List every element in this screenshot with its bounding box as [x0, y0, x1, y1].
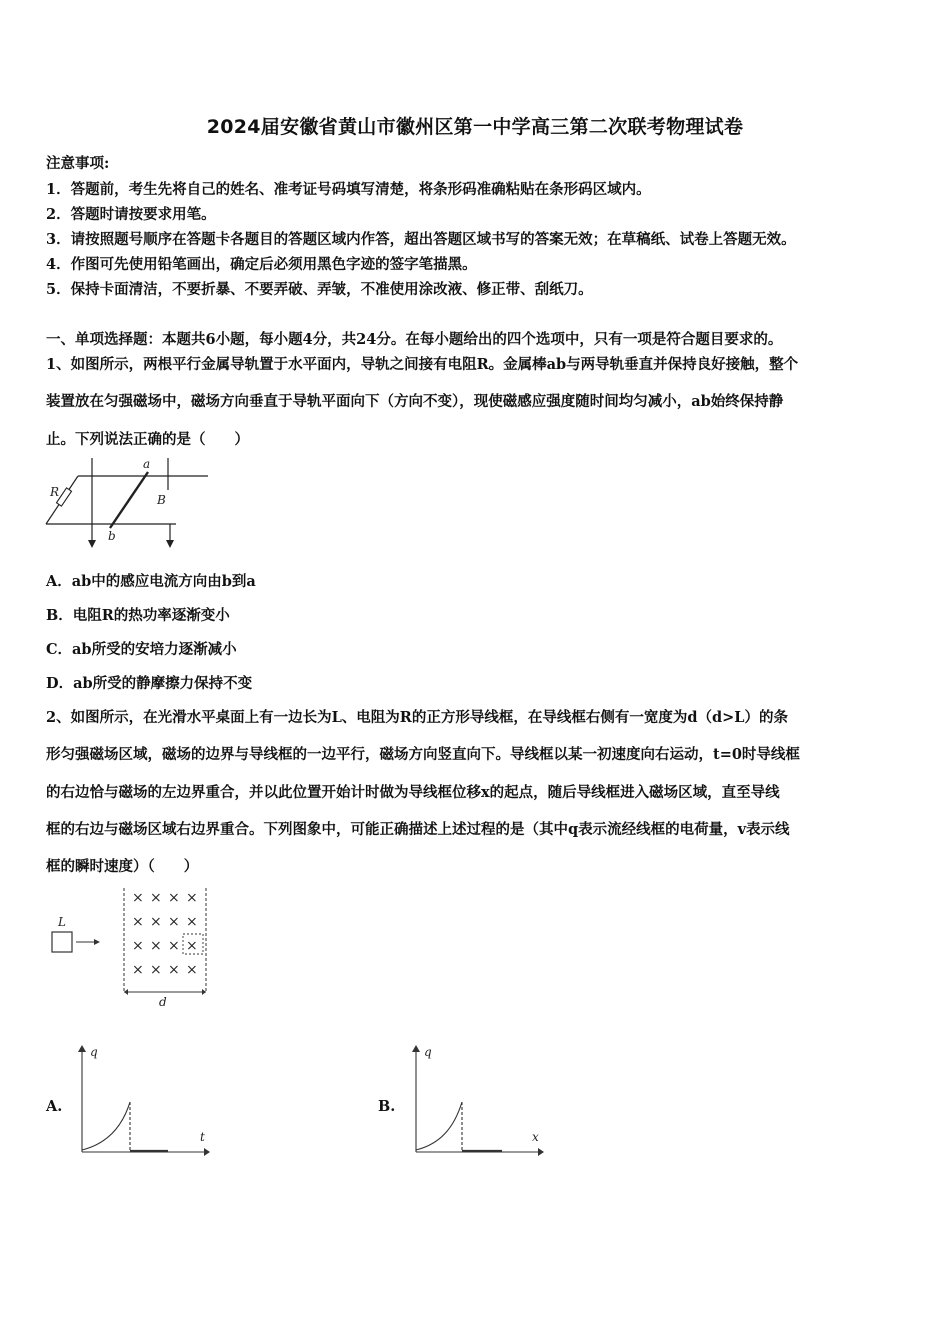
field-cross-icon: × [132, 962, 144, 978]
notice-item-5: 5．保持卡面清洁，不要折暴、不要弄破、弄皱，不准使用涂改液、修正带、刮纸刀。 [46, 281, 593, 298]
field-cross-icon: × [168, 914, 180, 930]
field-cross-icon: × [150, 890, 162, 906]
field-arrow-down-icon [166, 540, 174, 548]
q1-option-d[interactable]: D．ab所受的静摩擦力保持不变 [46, 675, 253, 692]
notice-item-1: 1．答题前，考生先将自己的姓名、准考证号码填写清楚，将条形码准确粘贴在条形码区域内。 [46, 181, 651, 198]
field-cross-icon: × [168, 962, 180, 978]
square-loop [52, 932, 72, 952]
q1-text-line: 1、如图所示，两根平行金属导轨置于水平面内，导轨之间接有电阻R。金属棒ab与两导轨垂直并保持良好接触，整个 [46, 356, 799, 373]
q2-option-b-label[interactable]: B. [378, 1098, 396, 1115]
field-cross-icon: × [150, 938, 162, 954]
q2-text-line: 框的右边与磁场区域右边界重合。下列图象中，可能正确描述上述过程的是（其中q表示流经线框的电荷量，v表示线 [46, 821, 790, 838]
x-axis-arrow-icon [538, 1148, 544, 1156]
field-cross-icon: × [150, 914, 162, 930]
label-L: L [58, 915, 66, 929]
graph-a-ylabel: q [90, 1045, 98, 1059]
q2-graph-a[interactable] [72, 1044, 222, 1160]
q2-text-line: 框的瞬时速度）（ ） [46, 858, 199, 875]
q1-option-b[interactable]: B．电阻R的热功率逐渐变小 [46, 607, 230, 624]
label-d: d [159, 995, 167, 1009]
notice-item-3: 3．请按照题号顺序在答题卡各题目的答题区域内作答，超出答题区域书写的答案无效；在草稿纸、试卷上答题无效。 [46, 231, 796, 248]
label-B: B [157, 493, 166, 507]
field-cross-icon: × [132, 938, 144, 954]
field-cross-icon: × [150, 962, 162, 978]
q2-graph-b[interactable] [406, 1044, 556, 1160]
notice-item-4: 4．作图可先使用铅笔画出，确定后必须用黑色字迹的签字笔描黑。 [46, 256, 477, 273]
label-a: a [143, 457, 151, 471]
section-heading: 一、单项选择题：本题共6小题，每小题4分，共24分。在每小题给出的四个选项中，只有一项是符合题目要求的。 [46, 331, 783, 348]
field-cross-icon: × [186, 938, 198, 954]
graph-a-xlabel: t [200, 1130, 205, 1144]
velocity-arrow-icon [94, 939, 100, 945]
q2-text-line: 形匀强磁场区域，磁场的边界与导线框的一边平行，磁场方向竖直向下。导线框以某一初速度向右运动，t=0时导线框 [46, 746, 800, 763]
notice-item-2: 2．答题时请按要求用笔。 [46, 206, 216, 223]
field-cross-icon: × [186, 914, 198, 930]
notice-heading: 注意事项: [46, 155, 110, 172]
field-cross-icon: × [132, 890, 144, 906]
q2-text-line: 2、如图所示，在光滑水平桌面上有一边长为L、电阻为R的正方形导线框，在导线框右侧有一宽度为d（d>L）的条 [46, 709, 788, 726]
x-axis-arrow-icon [204, 1148, 210, 1156]
graph-b-ylabel: q [424, 1045, 432, 1059]
q1-option-a[interactable]: A．ab中的感应电流方向由b到a [46, 573, 256, 590]
label-b: b [108, 529, 116, 543]
y-axis-arrow-icon [78, 1045, 86, 1052]
q2-text-line: 的右边恰与磁场的左边界重合，并以此位置开始计时做为导线框位移x的起点，随后导线框进入磁场区域，直至导线 [46, 784, 780, 801]
q1-text-line: 装置放在匀强磁场中，磁场方向垂直于导轨平面向下（方向不变），现使磁感应强度随时间均匀减小，ab始终保持静 [46, 393, 784, 410]
graph-b-xlabel: x [532, 1130, 539, 1144]
page-title: 2024届安徽省黄山市徽州区第一中学高三第二次联考物理试卷 [206, 116, 744, 138]
field-cross-icon: × [186, 962, 198, 978]
q1-text-line: 止。下列说法正确的是（ ） [46, 431, 249, 448]
field-cross-icon: × [186, 890, 198, 906]
q1-option-c[interactable]: C．ab所受的安培力逐渐减小 [46, 641, 237, 658]
field-cross-icon: × [132, 914, 144, 930]
q1-rail-figure [40, 452, 220, 552]
q2-field-figure [46, 884, 216, 1010]
y-axis-arrow-icon [412, 1045, 420, 1052]
field-cross-icon: × [168, 890, 180, 906]
field-cross-icon: × [168, 938, 180, 954]
label-R: R [50, 485, 60, 499]
q2-option-a-label[interactable]: A. [46, 1098, 63, 1115]
field-arrow-down-icon [88, 540, 96, 548]
